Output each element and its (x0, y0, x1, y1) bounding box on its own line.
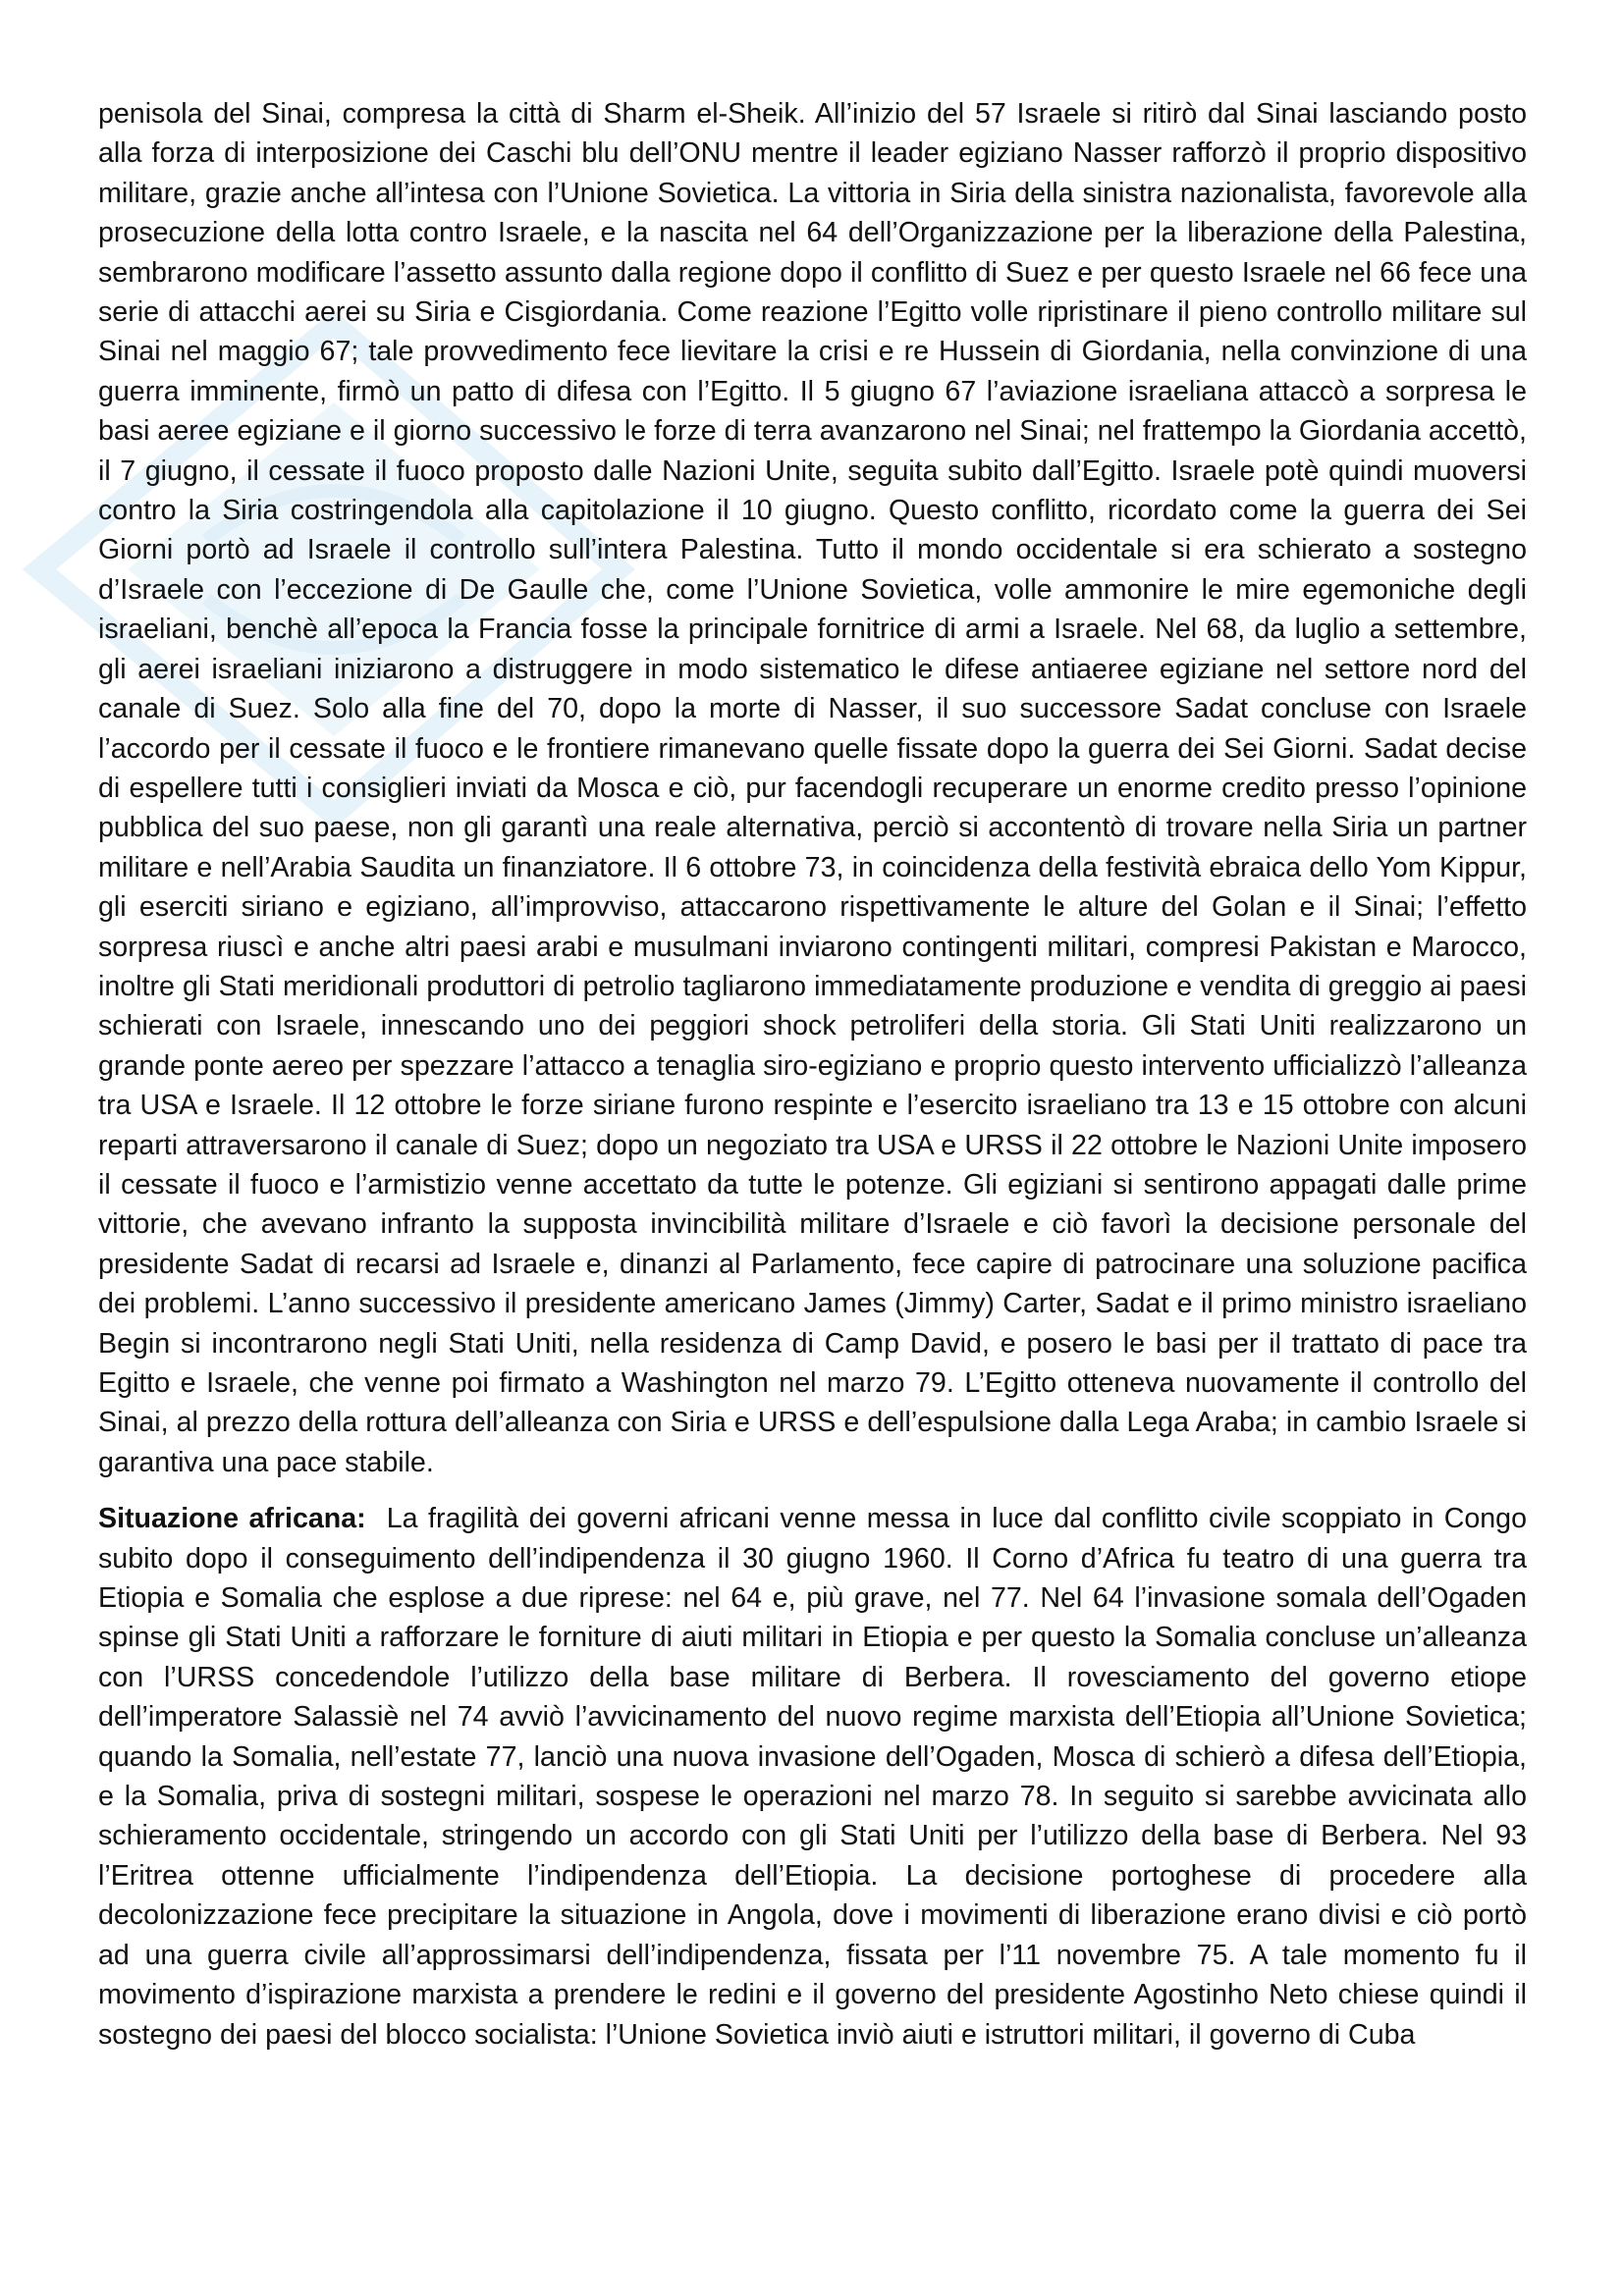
document-body (98, 94, 1527, 2055)
paragraph-middle-east: penisola del Sinai, compresa la città di Sharm el-Sheik. All’inizio del 57 Israele si ritirò dal Sinai lasciando posto alla forza di interposizione dei Caschi blu dell’ONU mentre il leader egiziano Nasser rafforzò il proprio dispositivo militare, grazie anche all’intesa con l’Unione Sovietica. La vittoria in Siria della sinistra nazionalista, favorevole alla prosecuzione della lotta contro Israele, e la nascita nel 64 dell’Organizzazione per la liberazione della Palestina, sembrarono modificare l’assetto assunto dalla regione dopo il conflitto di Suez e per questo Israele nel 66 fece una serie di attacchi aerei su Siria e Cisgiordania. Come reazione l’Egitto volle ripristinare il pieno controllo militare sul Sinai nel maggio 67; tale provvedimento fece lievitare la crisi e re Hussein di Giordania, nella convinzione di una guerra imminente, firmò un patto di difesa con l’Egitto. Il 5 giugno 67 l’aviazione israeliana attaccò a sorpresa le basi aeree egiziane e il giorno successivo le forze di terra avanzarono nel Sinai; nel frattempo la Giordania accettò, il 7 giugno, il cessate il fuoco proposto dalle Nazioni Unite, seguita subito dall’Egitto. Israele potè quindi muoversi contro la Siria costringendola alla capitolazione il 10 giugno. Questo conflitto, ricordato come la guerra dei Sei Giorni portò ad Israele il controllo sull’intera Palestina. Tutto il mondo occidentale si era schierato a sostegno d’Israele con l’eccezione di De Gaulle che, come l’Unione Sovietica, volle ammonire le mire egemoniche degli israeliani, benchè all’epoca la Francia fosse la principale fornitrice di armi a Israele. Nel 68, da luglio a settembre, gli aerei israeliani iniziarono a distruggere in modo sistematico le difese antiaeree egiziane nel settore nord del canale di Suez. Solo alla fine del 70, dopo la morte di Nasser, il suo successore Sadat concluse con Israele l’accordo per il cessate il fuoco e le frontiere rimanevano quelle fissate dopo la guerra dei Sei Giorni. Sadat decise di espellere tutti i consiglieri inviati da Mosca e ciò, pur facendogli recuperare un enorme credito presso l’opinione pubblica del suo paese, non gli garantì una reale alternativa, perciò si accontentò di trovare nella Siria un partner militare e nell’Arabia Saudita un finanziatore. Il 6 ottobre 73, in coincidenza della festività ebraica dello Yom Kippur, gli eserciti siriano e egiziano, all’improvviso, attaccarono rispettivamente le alture del Golan e il Sinai; l’effetto sorpresa riuscì e anche altri paesi arabi e musulmani inviarono contingenti militari, compresi Pakistan e Marocco, inoltre gli Stati meridionali produttori di petrolio tagliarono immediatamente produzione e vendita di greggio ai paesi schierati con Israele, innescando uno dei peggiori shock petroliferi della storia. Gli Stati Uniti realizzarono un grande ponte aereo per spezzare l’attacco a tenaglia siro-egiziano e proprio questo intervento ufficializzò l’alleanza tra USA e Israele. Il 12 ottobre le forze siriane furono respinte e l’esercito israeliano tra 13 e 15 ottobre con alcuni reparti attraversarono il canale di Suez; dopo un negoziato tra USA e URSS il 22 ottobre le Nazioni Unite imposero il cessate il fuoco e l’armistizio venne accettato da tutte le potenze. Gli egiziani si sentirono appagati dalle prime vittorie, che avevano infranto la supposta invincibilità militare d’Israele e ciò favorì la decisione personale del presidente Sadat di recarsi ad Israele e, dinanzi al Parlamento, fece capire di patrocinare una soluzione pacifica dei problemi. L’anno successivo il presidente americano James (Jimmy) Carter, Sadat e il primo ministro israeliano Begin si incontrarono negli Stati Uniti, nella residenza di Camp David, e posero le basi per il trattato di pace tra Egitto e Israele, che venne poi firmato a Washington nel marzo 79. L’Egitto otteneva nuovamente il controllo del Sinai, al prezzo della rottura dell’alleanza con Siria e URSS e dell’espulsione dalla Lega Araba; in cambio Israele si garantiva una pace stabile. (98, 98, 1527, 1478)
paragraph-african-situation (98, 1499, 1527, 2055)
section-heading: Situazione africana: (98, 1503, 366, 1535)
paragraph-text: La fragilità dei governi africani venne messa in luce dal conflitto civile scoppiato in Congo subito dopo il conseguimento dell’indipendenza il 30 giugno 1960. Il Corno d’Africa fu teatro di una guerra tra Etiopia e Somalia che esplose a due riprese: nel 64 e, più grave, nel 77. Nel 64 l’invasione somala dell’Ogaden spinse gli Stati Uniti a rafforzare le forniture di aiuti militari in Etiopia e per questo la Somalia concluse un’alleanza con l’URSS concedendole l’utilizzo della base militare di Berbera. Il rovesciamento del governo etiope dell’imperatore Salassiè nel 74 avviò l’avvicinamento del nuovo regime marxista dell’Etiopia all’Unione Sovietica; quando la Somalia, nell’estate 77, lanciò una nuova invasione dell’Ogaden, Mosca di schierò a difesa dell’Etiopia, e la Somalia, priva di sostegni militari, sospese le operazioni nel marzo 78. In seguito si sarebbe avvicinata allo schieramento occidentale, stringendo un accordo con gli Stati Uniti per l’utilizzo della base di Berbera. Nel 93 l’Eritrea ottenne ufficialmente l’indipendenza dell’Etiopia. La decisione portoghese di procedere alla decolonizzazione fece precipitare la situazione in Angola, dove i movimenti di liberazione erano divisi e ciò portò ad una guerra civile all’approssimarsi dell’indipendenza, fissata per l’11 novembre 75. A tale momento fu il movimento d’ispirazione marxista a prendere le redini e il governo del presidente Agostinho Neto chiese quindi il sostegno dei paesi del blocco socialista: l’Unione Sovietica inviò aiuti e istruttori militari, il governo di Cuba (98, 1503, 1527, 2051)
